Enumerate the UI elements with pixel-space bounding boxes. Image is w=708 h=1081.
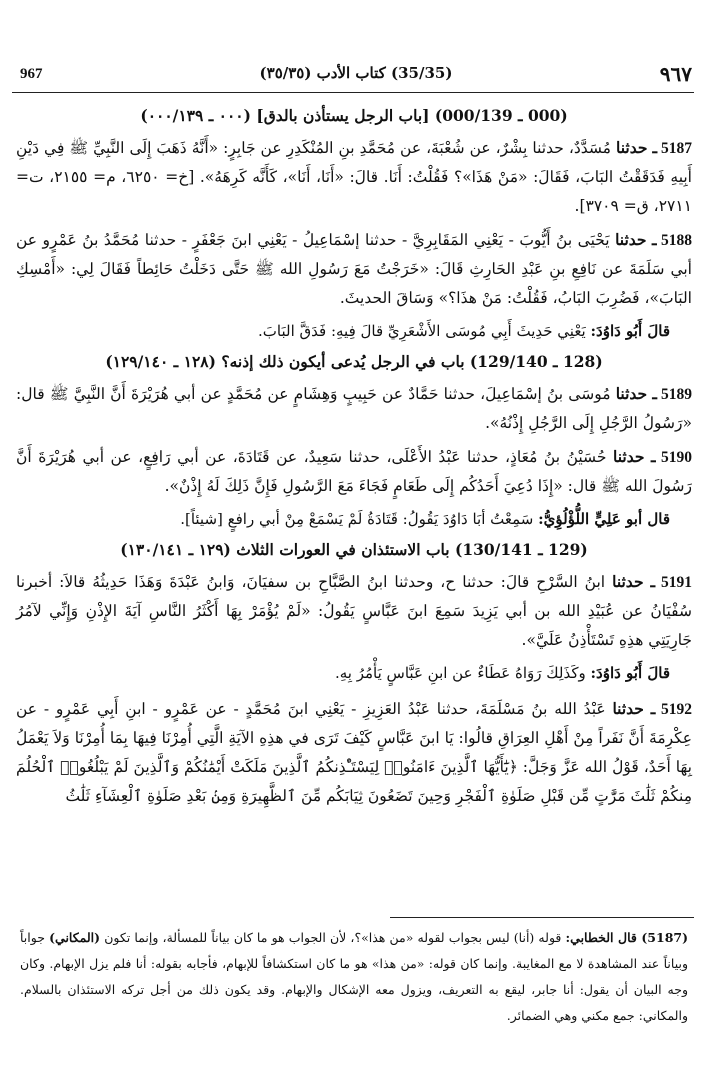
hadith-text: ابنُ السَّرْحِ قالَ: حدثنا ح، وحدثنا ابنُ الصَّبَّاحِ بن سفيَانَ، وَابنُ عَبْدَةَ وَهَذَا حَدِيثُهُ قالاَ: أخبرنا سُفْيَانُ عن عُبَيْدِ الله بن أبي يَزِيدَ سَمِعَ ابنَ عَبَّاسٍ يَقُولُ: «لَمْ يُؤْمَرْ بِهَا أَكْثَرُ النَّاسِ آيَةَ الإِذْنِ وَإِنِّي لآمُرُ جَارِيَتِي هذِهِ تَسْتَأْذِنُ عَلَيَّ». xyxy=(16,573,692,649)
hadith-lead: حدثنا xyxy=(612,699,644,718)
hadith-number: 5191 ـ xyxy=(650,574,692,591)
hadith-text: مُوسَى بنُ إسْمَاعِيلَ، حدثنا حَمَّادٌ عن حَبِيبٍ وَهِشَامٍ عن مُحَمَّدٍ عن أبي هُرَيْرَةَ أَنَّ النَّبِيَّ ﷺ قال: «رَسُولُ الرَّجُلِ إِلَى الرَّجُلِ إِذْنُهُ». xyxy=(16,385,692,432)
note-label: قالَ أَبُو دَاوُدَ: xyxy=(590,664,670,682)
main-text xyxy=(16,106,692,815)
hadith-text: مُسَدَّدٌ، حدثنا بِشْرٌ، عن شُعْبَةَ، عن مُحَمَّدِ بنِ المُنْكَدِرِ عن جَابِرٍ: «أَنَّهُ ذَهَبَ إِلَى النَّبِيِّ ﷺ فِي دَيْنِ أَبِيهِ فَدَقَقْتُ البَابَ، فَقَالَ: «مَنْ هَذَا»؟ فَقُلْتُ: أَنَا. قالَ: «أَنَا، أَنَا»، كَأَنَّه كَرِهَهُ». [خ= ٦٢٥٠، م= ٢١٥٥، ت= ٢٧١١، ق= ٣٧٠٩]. xyxy=(16,139,692,215)
hadith-lead: حدثنا xyxy=(615,230,647,249)
note-text: يَعْنِي حَدِيثَ أَبِي مُوسَى الأَشْعَرِيِّ قالَ فِيهِ: فَدَقَّ البَابَ. xyxy=(258,322,586,340)
abu-dawud-note xyxy=(16,659,670,688)
page-number-latin: 967 xyxy=(20,66,43,82)
note-text: سَمِعْتُ أبَا دَاوُدَ يَقُولُ: قَتَادَةُ لَمْ يَسْمَعْ مِنْ أبي رافعٍ [شيئاً]. xyxy=(180,510,534,528)
hadith-5190 xyxy=(16,442,692,501)
hadith-5191 xyxy=(16,567,692,655)
hadith-lead: حدثنا xyxy=(612,572,644,591)
hadith-5187 xyxy=(16,133,692,221)
hadith-text: حُسَيْنُ بنُ مُعَاذٍ، حدثنا عَبْدُ الأَعْلَى، حدثنا سَعِيدٌ، عن قَتَادَةَ، عن أبي رَافِعٍ، عن أبي هُرَيْرَةَ أَنَّ رَسُولَ الله ﷺ قال: «إِذَا دُعِيَ أَحَدُكُم إِلَى طَعَامٍ فَجَاءَ مَعَ الرَّسُولِ فَإِنَّ ذَلِكَ لَهُ إِذْنٌ». xyxy=(16,448,692,495)
hadith-text: عَبْدُ الله بنُ مَسْلَمَةَ، حدثنا عَبْدُ العَزِيزِ - يَعْنِي ابنَ مُحَمَّدٍ - عن عَمْرٍو - ابنِ أَبِي عَمْرٍو - عن عِكْرِمَةَ أَنَّ نَفَراً مِنْ أَهْلِ العِرَاقِ قالُوا: يَا ابنَ عَبَّاسٍ كَيْفَ تَرَى في هذِهِ الآيَةِ الَّتِي أُمِرْنَا فِيهَا بِمَا أُمِرْنَا وَلاَ يَعْمَلُ بِهَا أَحَدٌ، قَوْلُ الله عَزَّ وَجَلَّ: ﴿يَٰٓأَيُّهَا ٱلَّذِينَ ءَامَنُوا۟ لِيَسْتَـْٔذِنكُمُ ٱلَّذِينَ مَلَكَتْ أَيْمَٰنُكُمْ وَٱلَّذِينَ لَمْ يَبْلُغُوا۟ ٱلْحُلُمَ مِنكُمْ ثَلَٰثَ مَرَّٰتٍ مِّن قَبْلِ صَلَوٰةِ ٱلْفَجْرِ وَحِينَ تَضَعُونَ ثِيَابَكُم مِّنَ ٱلظَّهِيرَةِ وَمِنۢ بَعْدِ صَلَوٰةِ ٱلْعِشَآءِ ثَلَٰثُ xyxy=(16,700,692,805)
chapter-heading: (129 ـ 130/141) باب الاستئذان في العورات الثلاث (١٢٩ ـ ١٣٠/١٤١) xyxy=(120,540,588,559)
footnote-label: (5187) قال الخطابي: xyxy=(565,930,689,945)
running-title: (35/35) كتاب الأدب (٣٥/٣٥) xyxy=(259,64,453,82)
hadith-number: 5189 ـ xyxy=(652,386,692,403)
lulu-note xyxy=(16,505,670,534)
hadith-5189 xyxy=(16,379,692,438)
abu-dawud-note xyxy=(16,317,670,346)
hadith-number: 5187 ـ xyxy=(652,140,692,157)
hadith-number: 5190 ـ xyxy=(650,449,692,466)
footnote-term: (المكاني) xyxy=(49,930,101,945)
note-label: قالَ أَبُو دَاوُدَ: xyxy=(590,322,670,340)
hadith-lead: حدثنا xyxy=(612,447,645,466)
hadith-5188 xyxy=(16,225,692,313)
note-text: وكَذَلِكَ رَوَاهُ عَطَاءٌ عن ابنِ عَبَّاسٍ يَأْمُرُ بِهِ. xyxy=(334,664,586,682)
chapter-heading: (128 ـ 129/140) باب في الرجل يُدعى أيكون ذلك إذنه؟ (١٢٨ ـ ١٢٩/١٤٠) xyxy=(105,352,603,371)
footnote xyxy=(20,925,688,1029)
hadith-text: يَحْيَى بنُ أَيُّوبَ - يَعْنِي المَقَابِرِيَّ - حدثنا إسْمَاعِيلُ - يَعْنِي ابنَ جَعْفَرٍ - حدثنا مُحَمَّدُ بنُ عَمْرٍو عن أبي سَلَمَةَ عن نَافِعِ بنِ عَبْدِ الحَارِثِ قَالَ: «خَرَجْتُ مَعَ رَسُولِ الله ﷺ حَتَّى دَخَلْتُ حَائِطاً فَقَالَ لِي: «أَمْسِكِ البَابَ»، فَضُرِبَ البَابُ، فَقُلْتُ: مَنْ هذَا؟» وَسَاقَ الحديثَ. xyxy=(16,231,692,307)
footnote-text: قوله (أنا) ليس بجواب لقوله «من هذا»؟، لأن الجواب هو ما كان بياناً للمسألة، وإنما تكون xyxy=(104,930,562,945)
footnote-rule xyxy=(390,917,694,918)
hadith-lead: حدثنا xyxy=(615,384,648,403)
footnote-text-cont: جواباً وبياناً عند المشاهدة لا مع المغايبة. وإنما كان قوله: «من هذا» هو ما كان استكشافاً للإبهام، فأجابه بقوله: أنا فلم يزل الإبهام. وكان وجه البيان أن يقول: أنا جابر، ليقع به التعريف، ويزول معه الإشكال والإبهام. وقد يكون ذلك من أجل تركه الاستئذان بالسلام. والمكاني: جمع مكني وهي الضمائر. xyxy=(20,930,688,1023)
hadith-lead: حدثنا xyxy=(616,138,648,157)
hadith-number: 5188 ـ xyxy=(652,232,692,249)
header-rule xyxy=(12,92,694,93)
page-number-arabic: ٩٦٧ xyxy=(659,62,692,86)
hadith-5192 xyxy=(16,694,692,811)
page-header xyxy=(20,62,692,88)
note-label: قال أبو عَلِيٍّ اللُّؤْلُؤِيُّ: xyxy=(538,510,670,528)
hadith-number: 5192 ـ xyxy=(650,701,692,718)
chapter-heading: (000 ـ 000/139) [باب الرجل يستأذن بالدق] (٠٠٠ ـ ٠٠٠/١٣٩) xyxy=(140,106,568,125)
